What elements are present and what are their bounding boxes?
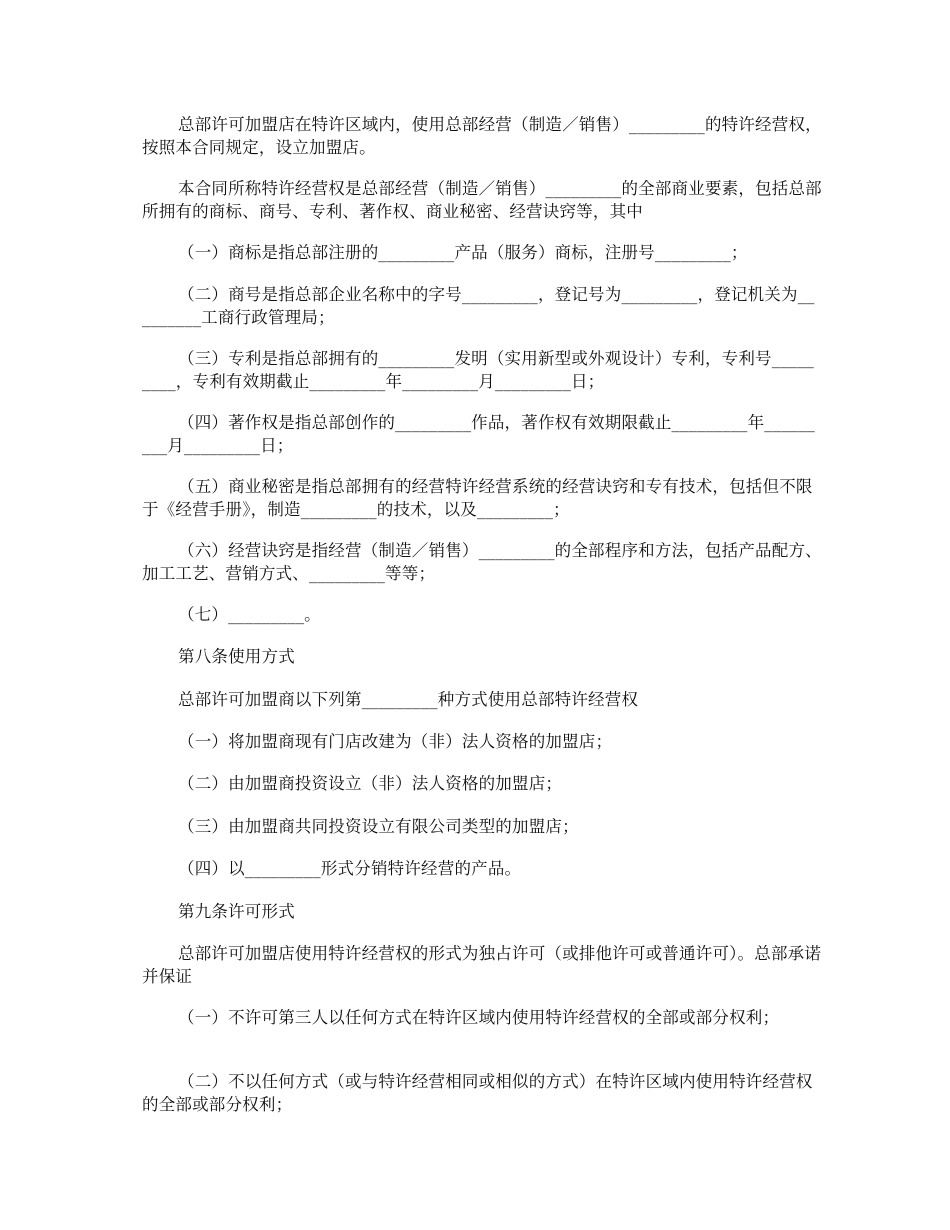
paragraph-trade-secret: （五）商业秘密是指总部拥有的经营特许经营系统的经营诀窍和专有技术，包括但不限于《经营手册》，制造_________的技术，以及_________； — [142, 477, 813, 519]
paragraph-know-how: （六）经营诀窍是指经营（制造／销售）_________的全部程序和方法，包括产品配方、加工工艺、营销方式、_________等等； — [142, 541, 822, 583]
heading-article-eight: 第八条使用方式 — [178, 647, 295, 666]
paragraph-franchise-definition: 本合同所称特许经营权是总部经营（制造／销售）_________的全部商业要素，包括总部所拥有的商标、商号、专利、著作权、商业秘密、经营诀窍等，其中 — [142, 179, 822, 221]
paragraph-trademark: （一）商标是指总部注册的_________产品（服务）商标，注册号_________； — [178, 243, 748, 262]
paragraph-usage-method: 总部许可加盟商以下列第_________种方式使用总部特许经营权 — [178, 690, 639, 709]
paragraph-trade-name: （二）商号是指总部企业名称中的字号_________，登记号为_________，登记机关为_________工商行政管理局； — [142, 285, 815, 327]
paragraph-guarantee-two: （二）不以任何方式（或与特许经营相同或相似的方式）在特许区域内使用特许经营权的全部或部分权利； — [142, 1072, 813, 1114]
paragraph-usage-four: （四）以_________形式分销特许经营的产品。 — [178, 859, 522, 878]
paragraph-usage-three: （三）由加盟商共同投资设立有限公司类型的加盟店； — [178, 817, 579, 836]
paragraph-license-form: 总部许可加盟店使用特许经营权的形式为独占许可（或排他许可或普通许可）。总部承诺并保证 — [142, 944, 822, 986]
paragraph-copyright: （四）著作权是指总部创作的_________作品，著作权有效期限截止_________年_________月_________日； — [142, 413, 815, 455]
paragraph-usage-two: （二）由加盟商投资设立（非）法人资格的加盟店； — [178, 774, 563, 793]
paragraph-item-seven: （七）_________。 — [178, 605, 321, 624]
paragraph-grant: 总部许可加盟店在特许区域内，使用总部经营（制造／销售）_________的特许经营权，按照本合同规定，设立加盟店。 — [142, 115, 822, 157]
paragraph-usage-one: （一）将加盟商现有门店改建为（非）法人资格的加盟店； — [178, 732, 613, 751]
paragraph-guarantee-one: （一）不许可第三人以任何方式在特许区域内使用特许经营权的全部或部分权利； — [178, 1008, 780, 1027]
heading-article-nine: 第九条许可形式 — [178, 902, 295, 921]
paragraph-patent: （三）专利是指总部拥有的_________发明（实用新型或外观设计）专利，专利号_________，专利有效期截止_________年_________月_________日； — [142, 349, 814, 391]
